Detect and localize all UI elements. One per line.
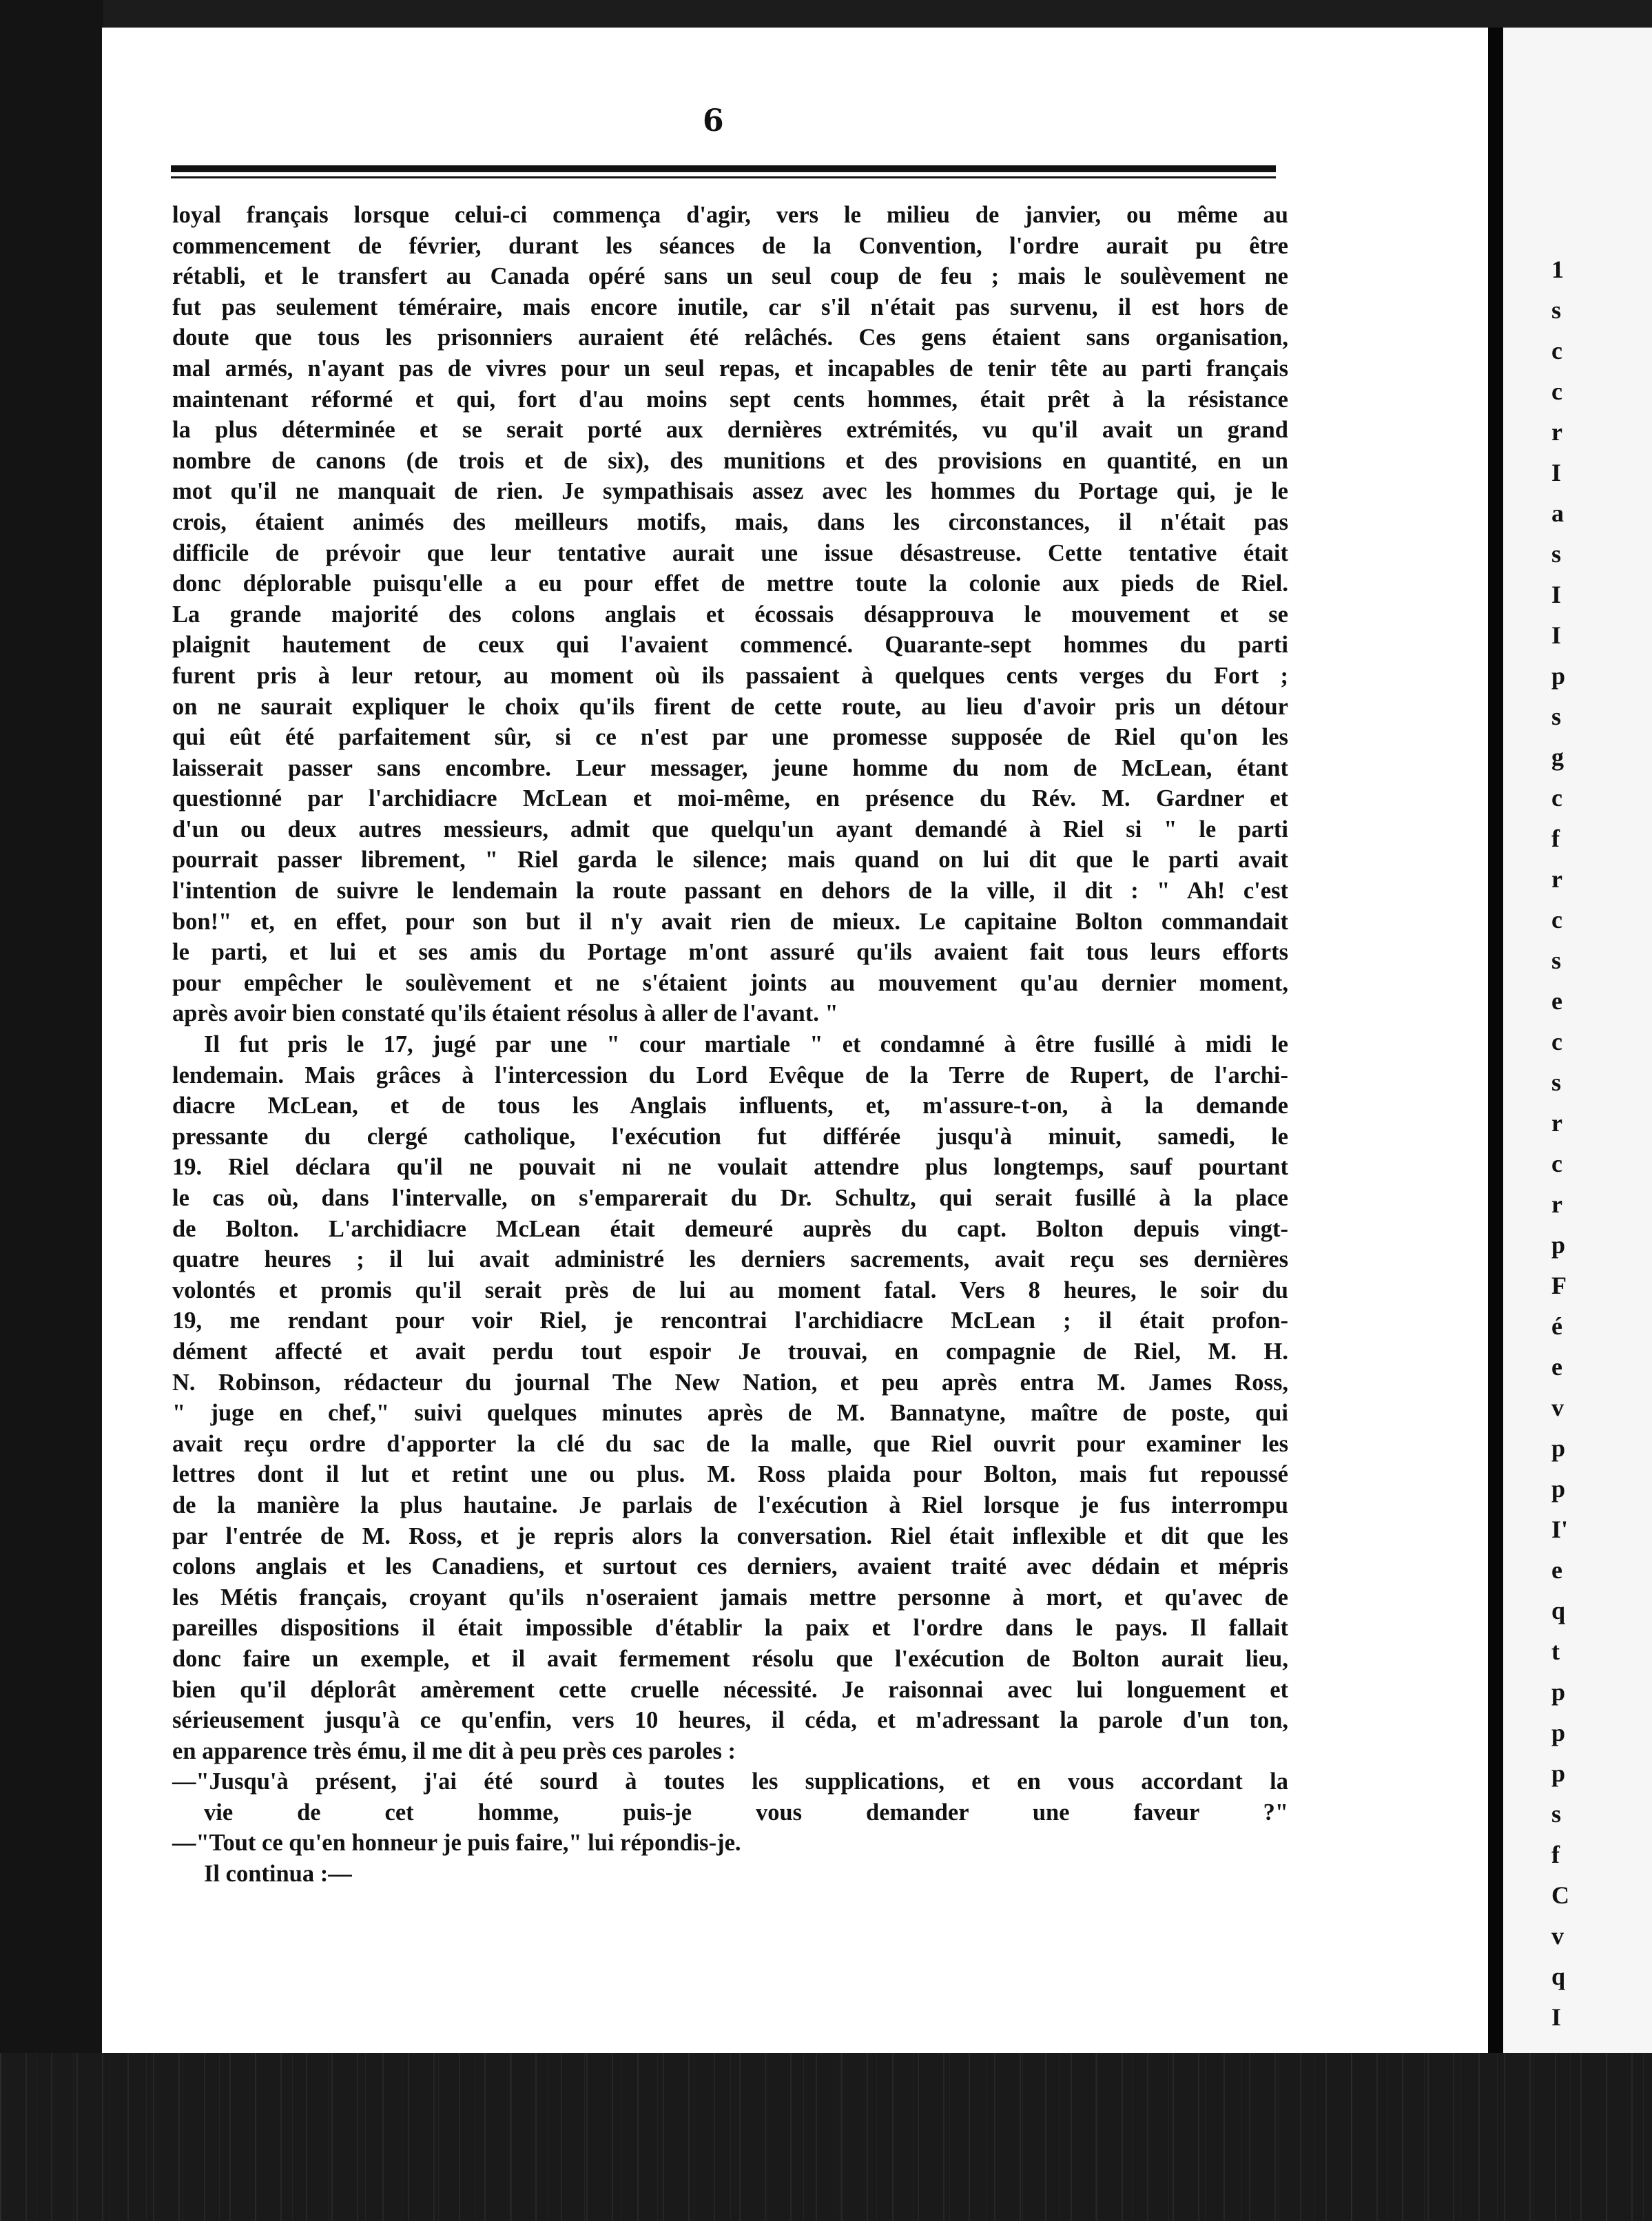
text-line: l'intention de suivre le lendemain la route passant en dehors de la ville, il dit : " Ah! c'est — [172, 878, 1288, 905]
text-line: difficile de prévoir que leur tentative aurait une issue désastreuse. Cette tentative était — [172, 539, 1288, 566]
adjacent-page-fragment: I' — [1551, 1516, 1569, 1543]
text-line: on ne saurait expliquer le choix qu'ils firent de cette route, au lieu d'avoir pris un détour — [172, 693, 1288, 720]
adjacent-page-fragment: 1 — [1551, 256, 1564, 283]
adjacent-page-fragment: v — [1551, 1394, 1564, 1421]
adjacent-page-fragment: p — [1551, 1759, 1566, 1787]
text-line: —"Jusqu'à présent, j'ai été sourd à toutes les supplications, et en vous accordant la — [172, 1768, 1288, 1795]
adjacent-page-fragment: p — [1551, 1231, 1566, 1259]
adjacent-page-fragment: I — [1551, 621, 1562, 649]
text-line: questionné par l'archidiacre McLean et moi-même, en présence du Rév. M. Gardner et — [172, 785, 1288, 812]
adjacent-page-fragment: I — [1551, 459, 1562, 486]
text-line: rétabli, et le transfert au Canada opéré sans un seul coup de feu ; mais le soulèvement ne — [172, 263, 1288, 290]
adjacent-page-fragment: c — [1551, 1150, 1562, 1177]
text-line: diacre McLean, et de tous les Anglais influents, et, m'assure-t-on, à la demande — [172, 1093, 1288, 1119]
adjacent-page-fragment: s — [1551, 947, 1562, 974]
adjacent-page-fragment: s — [1551, 703, 1562, 730]
text-line: d'un ou deux autres messieurs, admit que quelqu'un ayant demandé à Riel si " le parti — [172, 816, 1288, 843]
adjacent-page-fragment: c — [1551, 906, 1562, 933]
adjacent-page-fragment: c — [1551, 1028, 1562, 1055]
adjacent-page-fragment: c — [1551, 337, 1562, 364]
adjacent-page-fragment: p — [1551, 1434, 1566, 1462]
body-text — [172, 200, 1288, 1890]
film-scratches — [0, 2053, 1652, 2221]
text-line: le parti, et lui et ses amis du Portage m'ont assuré qu'ils avaient fait tous leurs efforts — [172, 939, 1288, 966]
adjacent-page-fragment: F — [1551, 1272, 1567, 1299]
text-line: le cas où, dans l'intervalle, on s'emparerait du Dr. Schultz, qui serait fusillé à la place — [172, 1185, 1288, 1211]
adjacent-page-edge — [1503, 28, 1652, 2053]
adjacent-page-fragment: f — [1551, 1841, 1560, 1868]
text-line: après avoir bien constaté qu'ils étaient résolus à aller de l'avant. " — [172, 1000, 838, 1027]
text-line: 19. Riel déclara qu'il ne pouvait ni ne voulait attendre plus longtemps, sauf pourtant — [172, 1154, 1288, 1181]
text-line: pareilles dispositions il était impossible d'établir la paix et l'ordre dans le pays. Il fallait — [172, 1615, 1288, 1642]
adjacent-page-fragment: C — [1551, 1881, 1569, 1909]
adjacent-page-fragment: r — [1551, 1109, 1562, 1137]
text-line: fut pas seulement téméraire, mais encore inutile, car s'il n'était pas survenu, il est hors de — [172, 293, 1288, 320]
adjacent-page-fragment: p — [1551, 1719, 1566, 1746]
adjacent-page-fragment: s — [1551, 1068, 1562, 1096]
adjacent-page-fragment: e — [1551, 1556, 1562, 1584]
text-line: Il continua :— — [204, 1861, 352, 1888]
adjacent-page-fragment: a — [1551, 499, 1564, 527]
text-line: lendemain. Mais grâces à l'intercession du Lord Evêque de la Terre de Rupert, de l'archi- — [172, 1062, 1288, 1088]
adjacent-page-fragment: I — [1551, 581, 1562, 608]
adjacent-page-fragment: g — [1551, 743, 1564, 771]
adjacent-page-fragment: p — [1551, 1678, 1566, 1706]
adjacent-page-fragment: v — [1551, 1922, 1564, 1950]
text-line: nombre de canons (de trois et de six), des munitions et des provisions en quantité, en un — [172, 447, 1288, 474]
adjacent-page-fragment: e — [1551, 987, 1562, 1015]
adjacent-page-fragment: s — [1551, 296, 1562, 324]
text-line: bien qu'il déplorât amèrement cette cruelle nécessité. Je raisonnai avec lui longuement et — [172, 1676, 1288, 1703]
text-line: 19, me rendant pour voir Riel, je rencontrai l'archidiacre McLean ; il était profon- — [172, 1308, 1288, 1334]
text-line: crois, étaient animés des meilleurs motifs, mais, dans les circonstances, il n'était pas — [172, 508, 1288, 535]
text-line: sérieusement jusqu'à ce qu'enfin, vers 10 heures, il céda, et m'adressant la parole d'un ton, — [172, 1707, 1288, 1734]
adjacent-page-fragment: r — [1551, 865, 1562, 893]
text-line: qui eût été parfaitement sûr, si ce n'est par une promesse supposée de Riel qu'on les — [172, 724, 1288, 751]
text-line: pourrait passer librement, " Riel garda le silence; mais quand on lui dit que le parti avait — [172, 847, 1288, 874]
text-line: pour empêcher le soulèvement et ne s'étaient joints au mouvement qu'au dernier moment, — [172, 969, 1288, 996]
adjacent-page-fragment: é — [1551, 1312, 1562, 1340]
page-number: 6 — [703, 103, 724, 138]
adjacent-page-fragment: r — [1551, 1190, 1562, 1218]
text-line: dément affecté et avait perdu tout espoir Je trouvai, en compagnie de Riel, M. H. — [172, 1338, 1288, 1365]
text-line: en apparence très ému, il me dit à peu près ces paroles : — [172, 1737, 736, 1764]
text-line: laisserait passer sans encombre. Leur messager, jeune homme du nom de McLean, étant — [172, 754, 1288, 781]
text-line: doute que tous les prisonniers auraient été relâchés. Ces gens étaient sans organisation, — [172, 324, 1288, 351]
text-line: la plus déterminée et se serait porté aux dernières extrémités, vu qu'il avait un grand — [172, 417, 1288, 444]
text-line: maintenant réformé et qui, fort d'au moins sept cents hommes, était prêt à la résistance — [172, 386, 1288, 413]
adjacent-page-fragment: t — [1551, 1638, 1560, 1665]
text-line: pressante du clergé catholique, l'exécution fut différée jusqu'à minuit, samedi, le — [172, 1123, 1288, 1150]
text-line: les Métis français, croyant qu'ils n'oseraient jamais mettre personne à mort, et qu'avec de — [172, 1584, 1288, 1611]
adjacent-page-fragment: I — [1551, 2003, 1562, 2031]
text-line: quatre heures ; il lui avait administré les derniers sacrements, avait reçu ses dernières — [172, 1246, 1288, 1273]
adjacent-page-fragment: q — [1551, 1963, 1566, 1990]
text-line: commencement de février, durant les séances de la Convention, l'ordre aurait pu être — [172, 232, 1288, 259]
scan-bottom-margin — [0, 2053, 1652, 2221]
text-line: colons anglais et les Canadiens, et surtout ces derniers, avaient traité avec dédain et mépris — [172, 1553, 1288, 1580]
text-line: La grande majorité des colons anglais et écossais désapprouva le mouvement et se — [172, 601, 1288, 628]
text-line: loyal français lorsque celui-ci commença d'agir, vers le milieu de janvier, ou même au — [172, 202, 1288, 228]
text-line: bon!" et, en effet, pour son but il n'y avait rien de mieux. Le capitaine Bolton commandait — [172, 908, 1288, 935]
text-line: furent pris à leur retour, au moment où ils passaient à quelques cents verges du Fort ; — [172, 662, 1288, 689]
adjacent-page-fragment: f — [1551, 825, 1560, 852]
text-line: mot qu'il ne manquait de rien. Je sympathisais assez avec les hommes du Portage qui, je le — [172, 478, 1288, 505]
text-line: N. Robinson, rédacteur du journal The New Nation, et peu après entra M. James Ross, — [172, 1369, 1288, 1396]
page-gutter — [1488, 28, 1503, 2053]
adjacent-page-fragment: q — [1551, 1597, 1566, 1624]
text-line: plaignit hautement de ceux qui l'avaient commencé. Quarante-sept hommes du parti — [172, 632, 1288, 659]
adjacent-page-fragment: p — [1551, 662, 1566, 690]
text-line: de Bolton. L'archidiacre McLean était demeuré auprès du capt. Bolton depuis vingt- — [172, 1215, 1288, 1242]
text-line: —"Tout ce qu'en honneur je puis faire," lui répondis-je. — [172, 1830, 741, 1857]
text-line: volontés et promis qu'il serait près de lui au moment fatal. Vers 8 heures, le soir du — [172, 1277, 1288, 1303]
adjacent-page-fragment: s — [1551, 1800, 1562, 1828]
text-line: par l'entrée de M. Ross, et je repris alors la conversation. Riel était inflexible et dit que les — [172, 1522, 1288, 1549]
text-line: lettres dont il lut et retint une ou plus. M. Ross plaida pour Bolton, mais fut repoussé — [172, 1461, 1288, 1488]
text-line: mal armés, n'ayant pas de vivres pour un seul repas, et incapables de tenir tête au parti français — [172, 355, 1288, 382]
text-line: donc déplorable puisqu'elle a eu pour effet de mettre toute la colonie aux pieds de Riel. — [172, 570, 1288, 597]
adjacent-page-fragment: r — [1551, 418, 1562, 446]
adjacent-page-fragment: c — [1551, 784, 1562, 812]
text-line: vie de cet homme, puis-je vous demander une faveur ?" — [204, 1799, 1288, 1826]
adjacent-page-fragment: e — [1551, 1353, 1562, 1381]
adjacent-page-fragment: s — [1551, 540, 1562, 568]
adjacent-page-fragment: p — [1551, 1475, 1566, 1502]
text-line: " juge en chef," suivi quelques minutes après de M. Bannatyne, maître de poste, qui — [172, 1400, 1288, 1427]
text-line: Il fut pris le 17, jugé par une " cour martiale " et condamné à être fusillé à midi le — [204, 1031, 1288, 1058]
adjacent-page-fragment: c — [1551, 378, 1562, 405]
text-line: donc faire un exemple, et il avait fermement résolu que l'exécution de Bolton aurait lieu, — [172, 1645, 1288, 1672]
text-line: avait reçu ordre d'apporter la clé du sac de la malle, que Riel ouvrit pour examiner les — [172, 1430, 1288, 1457]
header-rule-thick — [171, 165, 1276, 172]
header-rule-thin — [171, 176, 1276, 178]
text-line: de la manière la plus hautaine. Je parlais de l'exécution à Riel lorsque je fus interrompu — [172, 1491, 1288, 1518]
scan-left-border — [0, 0, 103, 2221]
